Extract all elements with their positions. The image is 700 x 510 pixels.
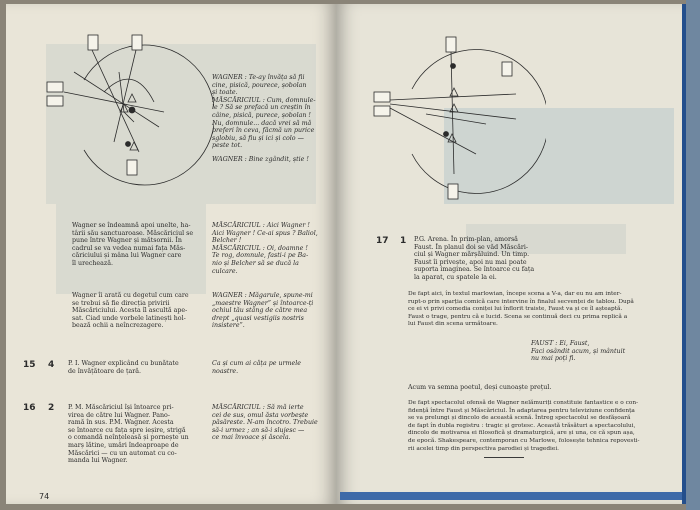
blocking-diagram-right [366, 34, 546, 204]
dialogue-wagner-2: WAGNER : Bine zgândit, știe ! [212, 156, 309, 163]
shot-16-dialogue: MĂSCĂRICIUL : Să mă ierte cei de sus, omul ăsta vorbește păsăreste. N-am încotro. Trebuie să-i urmez ; an să-i slujesc — ce mai învoace și ăscela. [212, 404, 318, 442]
page-edge-band [340, 492, 688, 500]
dialogue-wagner-1: WAGNER : Te-ay învăța să fii cine, pisică, pourece, șobolan și toate. MĂSCĂRICIUL : Cum, domnule- le ? Să se prefacă un creștin în câine, pisică, purece, șobolan ! Nu, domnule... dacă vrei să mă preferi în ceva, făcmă un purice sglobiu, să fiu și ici și colo — peste tot. [212, 74, 316, 150]
shot-16-description: P. M. Măscăriciul își întoarce pri- virea de către lui Wagner. Pano- ramă în sus. P.M. Wagner. Acesta se întoarce cu fața spre ieșire, strigă o comandă neînțeleasă și pornește un marș lătine, umări îndeaproape de Măscărici — cu un automat cu co- manda lui Wagner. [68, 404, 189, 465]
stage-direction-2: Wagner îi arată cu degetul cum care se trebui să fie direcția privirii Măscăriciului. Acesta îl ascultă ape- sat. Ciad unde vorbele latinești hol- bează ochii a neîncrezagere. [72, 292, 189, 330]
page-number: 74 [39, 492, 50, 501]
shot-duration: 2 [48, 403, 55, 413]
diagram-arc [412, 50, 546, 194]
dialogue-wagner-3: WAGNER : Măgarule, spune-mi „maestre Wagner” și întoarce-ți ochiul tău stâng de către mea drept „quasi vestigiis nostris insistere”. [212, 292, 314, 330]
background-edge [686, 0, 700, 510]
commentary-paragraph: De fapt aici, în textul marlowian, începe scena a V-a, dar eu nu am inter- rupt-o prin sparția comică care intervine în finalul secvenței de tablou. După ce ei vi privi comedia coniței lui înflorit traiste, Faust va și ce îl așteaptă. Faust o trage, pentru că e lucid. Scena se continuă deci cu prima replică a lui Faust din scena următoare. [408, 291, 634, 328]
shot-15-description: P. I. Wagner explicând cu bunătate de învățătoare de țară. [68, 360, 179, 375]
shot-duration: 1 [400, 236, 407, 246]
left-page [6, 4, 336, 504]
stage-direction-1: Wagner se îndeamnă apoi unelte, ha- târii său sanctuaroase. Măscăriciul se pune între Wagner și mătsornii. În cadrul se va vedea numai fața Măs- căriciului și mâna lui Wagner care îl urechează. [72, 222, 194, 267]
commentary-paragraph: De fapt spectacolul ofensă de Wagner nelămuriți constituie fantastice e o con- fidență între Faust și Măscăriciul. În adaptarea pentru televiziune confidența se va prelungi și dincolo de această scenă. Întreg spectacolul se desfășoară de fapt în dubla registru : tragic și grotesc. Această trăsături a spectacolului, dincolo de motivarea ei filosofică și dramaturgică, are și una, ce că spun așa, de epocă. Shakespeare, contemporan cu Marlowe, folosește tehnica repovesti- rii acelei timp din perspectiva parodiei și tragediei. [408, 400, 640, 452]
commentary-line: Acum va semna poetul, deși cunoaște prețul. [408, 384, 552, 391]
shot-15-dialogue: Ca și cum ai căța pe urmele noastre. [212, 360, 301, 375]
shot-number: 17 [376, 236, 389, 246]
blocking-diagram-left [44, 32, 214, 192]
shot-number: 16 [23, 403, 36, 413]
diagram-arc [84, 45, 214, 185]
shot-duration: 4 [48, 360, 55, 370]
dialogue-mascariciul-1: MĂSCĂRICIUL : Aici Wagner ! Aici Wagner ! Ce-ai spus ? Baliol, Belcher ! MĂSCĂRICIUL : Oi, doamne ! Te rog, domnule, fasti-i pe Ba- nio și Belcher să se ducă la culcare. [212, 222, 318, 275]
right-page [336, 4, 686, 504]
ornament-divider [484, 457, 524, 458]
shot-17-description: P.G. Arena. În prim-plan, amorsă Faust. În planul doi se văd Măscări- ciul și Wagner mărșăluind. Un timp. Faust îi privește, apoi nu mai poate suporta imaginea. Se întoarce cu fața la aparat, cu spatele la ei. [414, 236, 535, 281]
faust-line: FAUST : Ei, Faust, Faci osândit acum, și mântuit nu mai poți fi. [531, 340, 626, 363]
shot-number: 15 [23, 360, 36, 370]
